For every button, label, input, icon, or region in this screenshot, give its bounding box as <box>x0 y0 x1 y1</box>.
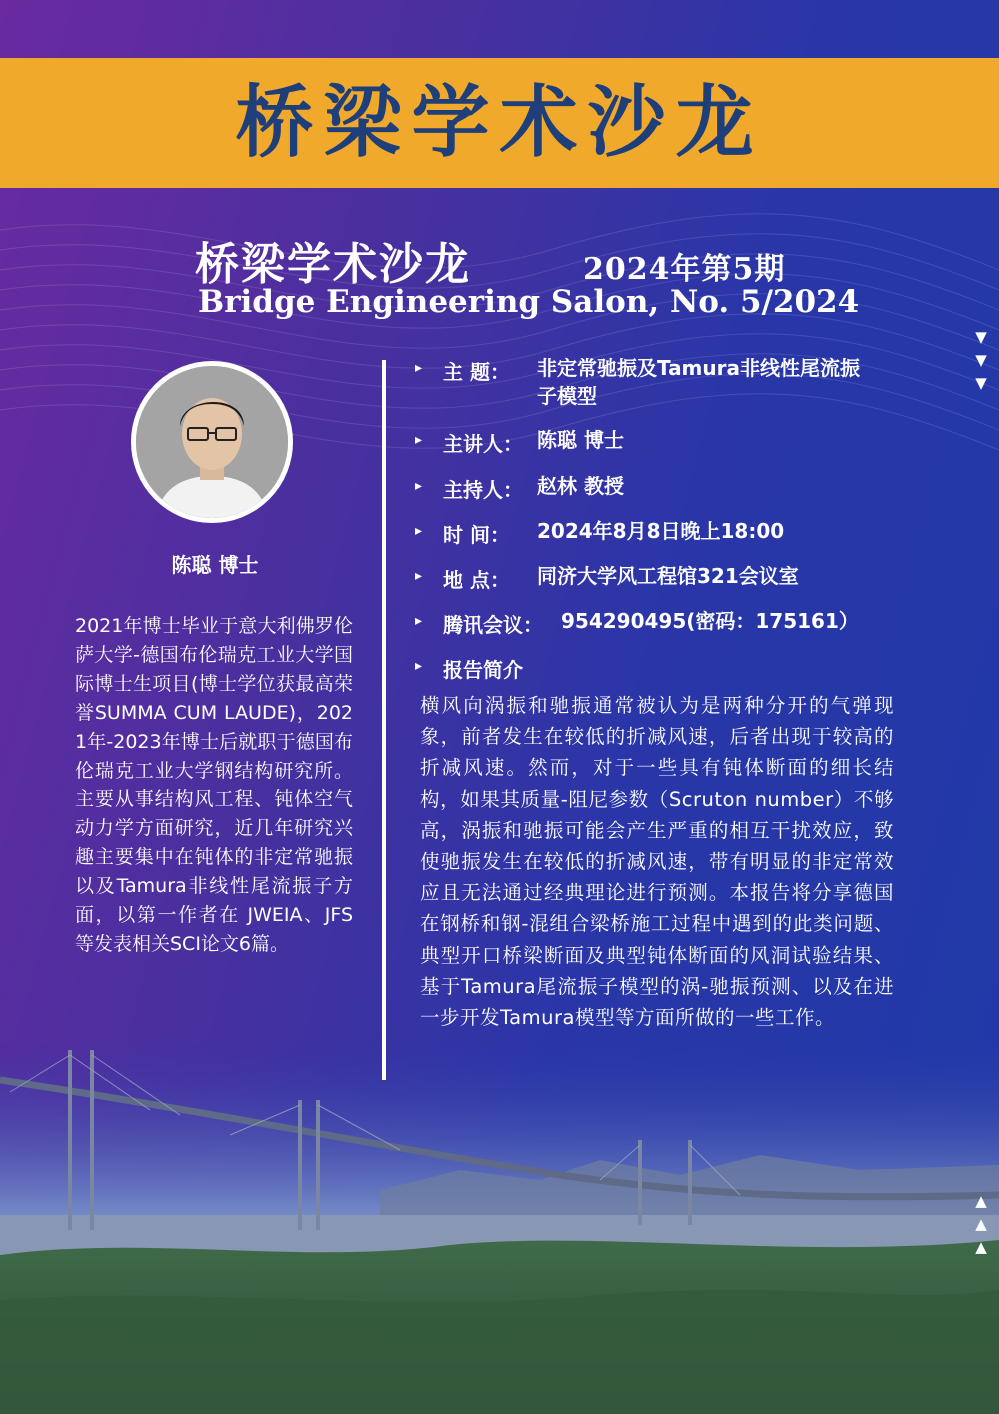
time-value: 2024年8月8日晚上18:00 <box>537 519 785 543</box>
meeting-value: 954290495(密码：175161） <box>561 609 859 633</box>
arrow-down-icon: ▼ <box>975 351 987 369</box>
bullet-icon: ▸ <box>415 432 423 448</box>
speaker-photo <box>131 361 293 523</box>
bullet-icon: ▸ <box>415 523 423 539</box>
place-value: 同济大学风工程馆321会议室 <box>537 564 799 588</box>
bullet-icon: ▸ <box>415 613 423 629</box>
bullet-icon: ▸ <box>415 568 423 584</box>
topic-label: 主 题： <box>443 360 510 384</box>
arrow-up-icon: ▲ <box>975 1215 987 1233</box>
bullet-icon: ▸ <box>415 478 423 494</box>
arrow-down-icons <box>970 326 992 395</box>
bullet-icon: ▸ <box>415 360 423 376</box>
arrow-up-icon: ▲ <box>975 1238 987 1256</box>
abstract-text: 横风向涡振和驰振通常被认为是两种分开的气弹现象，前者发生在较低的折减风速，后者出现于较高的折减风速。然而，对于一些具有钝体断面的细长结构，如果其质量-阻尼参数（Scruton number）不够高，涡振和驰振可能会产生严重的相互干扰效应，致使驰振发生在较低的折减风速，带有明显的非定常效应且无法通过经典理论进行预测。本报告将分享德国在钢桥和钢-混组合梁桥施工过程中遇到的此类问题、典型开口桥梁断面及典型钝体断面的风洞试验结果、基于Tamura尾流振子模型的涡-驰振预测、以及在进一步开发Tamura模型等方面所做的一些工作。 <box>420 694 894 1030</box>
bullet-icon: ▸ <box>415 658 423 674</box>
title-banner <box>0 58 999 188</box>
topic-value: 非定常驰振及Tamura非线性尾流振子模型 <box>537 356 860 408</box>
time-label: 时 间： <box>443 523 510 547</box>
speaker-label: 主讲人： <box>443 432 523 456</box>
speaker-value: 陈聪 博士 <box>537 428 624 452</box>
speaker-bio: 2021年博士毕业于意大利佛罗伦萨大学-德国布伦瑞克工业大学国际博士生项目(博士学位获最高荣誉SUMMA CUM LAUDE)，2021年-2023年博士后就职于德国布伦瑞克工业大学钢结构研究所。主要从事结构风工程、钝体空气动力学方面研究，近几年研究兴趣主要集中在钝体的非定常驰振以及Tamura非线性尾流振子方面，以第一作者在 JWEIA、JFS等发表相关SCI论文6篇。 <box>75 615 353 955</box>
salon-title-en: Bridge Engineering Salon, No. 5/2024 <box>198 284 860 320</box>
salon-title-cn: 桥梁学术沙龙 <box>195 239 471 290</box>
vertical-divider <box>382 360 386 1080</box>
arrow-down-icon: ▼ <box>975 374 987 392</box>
arrow-down-icon: ▼ <box>975 328 987 346</box>
host-value: 赵林 教授 <box>537 474 624 498</box>
speaker-name: 陈聪 博士 <box>171 553 259 577</box>
bridge-landscape-image <box>0 1040 999 1414</box>
host-label: 主持人： <box>443 478 523 502</box>
meeting-label: 腾讯会议： <box>443 613 543 637</box>
banner-title: 桥梁学术沙龙 <box>235 77 764 168</box>
place-label: 地 点： <box>443 568 510 592</box>
arrow-up-icon: ▲ <box>975 1192 987 1210</box>
arrow-up-icons <box>970 1190 992 1259</box>
abstract-heading: 报告简介 <box>443 658 523 682</box>
issue-label: 2024年第5期 <box>583 252 786 287</box>
person-icon <box>136 366 288 518</box>
